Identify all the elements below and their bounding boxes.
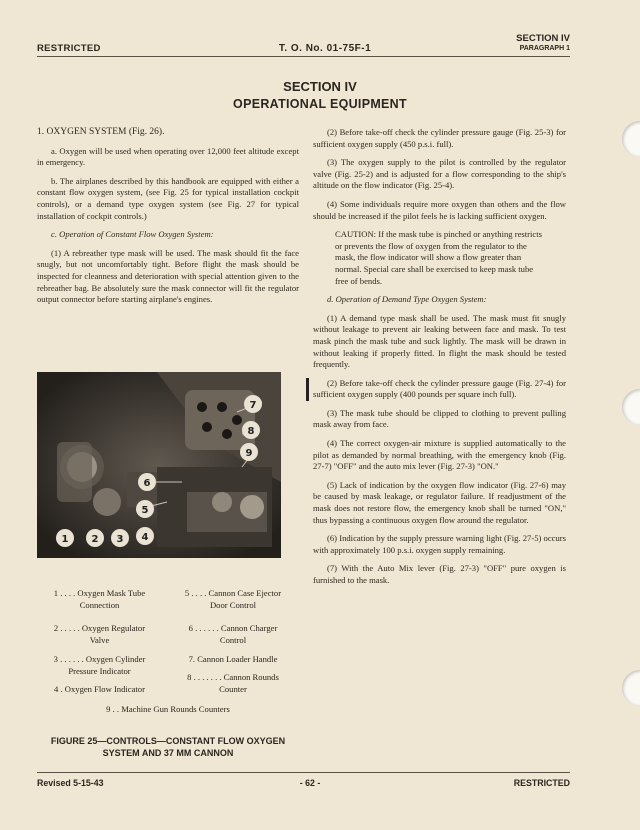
legend-item-9: 9 . . Machine Gun Rounds Counters	[106, 704, 230, 714]
para-c4: (4) Some individuals require more oxygen than others and the flow should be increased if the pilot feels he is lacking sufficient oxygen.	[313, 198, 566, 221]
para-c3: (3) The oxygen supply to the pilot is controlled by the regulator valve (Fig. 25-2) and is adjusted for a flow corresponding to the ship's altitude on the flow indicator (Fig. 25-4).	[313, 157, 566, 191]
para-c2: (2) Before take-off check the cylinder pressure gauge (Fig. 25-3) for sufficient oxygen supply (450 p.s.i. full).	[313, 127, 566, 149]
header-rule	[37, 56, 570, 57]
para-d7: (7) With the Auto Mix lever (Fig. 27-3) "OFF" pure oxygen is furnished to the mask.	[313, 563, 566, 585]
callout-8: 8	[247, 426, 255, 437]
header-doc-number: T. O. No. 01-75F-1	[278, 43, 372, 54]
section-subtitle: OPERATIONAL EQUIPMENT	[233, 97, 407, 111]
page-number: - 62 -	[299, 778, 321, 788]
callout-7: 7	[249, 400, 257, 411]
para-a: a. Oxygen will be used when operating over 12,000 feet altitude except in emergency.	[37, 145, 299, 168]
legend-item-7: 7. Cannon Loader Handle	[188, 654, 278, 664]
para-b: b. The airplanes described by this handbook are equipped with either a constant flow oxygen system, (see Fig. 25 for typical installation cockpit controls), or a demand type oxygen system (see Fig. 27 for typical installation of cockpit controls.)	[37, 175, 299, 221]
binder-hole-top	[622, 121, 640, 157]
footer-restricted: RESTRICTED	[513, 778, 570, 788]
para-d-heading: d. Operation of Demand Type Oxygen System:	[327, 294, 487, 305]
header-section: SECTION IV	[516, 33, 570, 44]
binder-hole-bottom	[622, 670, 640, 706]
left-column	[37, 127, 299, 313]
callout-5: 5	[141, 505, 149, 516]
para-d5: (5) Lack of indication by the oxygen flow indicator (Fig. 27-6) may be caused by mask leakage, or regulator failure. If readjustment of the mask does not restore flow, the emergency knob shall be turned "ON," thus bypassing a continuous oxygen flow around the regulator.	[313, 479, 566, 525]
binder-hole-middle	[622, 389, 640, 425]
legend-item-4: 4 . Oxygen Flow Indicator	[54, 684, 145, 694]
para-d3: (3) The mask tube should be clipped to clothing to prevent pulling mask away from face.	[313, 407, 566, 430]
callout-9: 9	[245, 448, 253, 459]
footer-rule	[37, 772, 570, 773]
oxygen-system-heading: 1. OXYGEN SYSTEM (Fig. 26).	[37, 127, 165, 137]
section-title: SECTION IV	[283, 79, 357, 94]
para-c-heading: c. Operation of Constant Flow Oxygen System:	[51, 229, 214, 240]
legend-item-6: 6 . . . . . . Cannon Charger Control	[188, 623, 278, 645]
para-d1: (1) A demand type mask shall be used. The mask must fit snugly without leakage to prevent air leaking between face and mask. To test mask pinch the mask tube and suck lightly. The mask will be drawn in without leaking if properly fitted. In flight the mask should be tested frequently.	[313, 312, 566, 370]
header-paragraph: PARAGRAPH 1	[519, 45, 570, 52]
legend-item-1: 1 . . . . Oxygen Mask Tube Connection	[53, 588, 146, 610]
callout-2: 2	[91, 534, 99, 545]
legend-item-8: 8 . . . . . . . Cannon Rounds Counter	[187, 672, 279, 694]
figure-caption: FIGURE 25—CONTROLS—CONSTANT FLOW OXYGEN SYSTEM AND 37 MM CANNON	[50, 736, 286, 758]
footer-revised: Revised 5-15-43	[37, 778, 104, 788]
callout-4: 4	[141, 532, 149, 543]
legend-item-5: 5 . . . . Cannon Case Ejector Door Control	[184, 588, 282, 610]
callout-6: 6	[143, 478, 151, 489]
cockpit-controls-photo	[37, 372, 281, 558]
para-d4: (4) The correct oxygen-air mixture is supplied automatically to the pilot as demanded by normal breathing, with the emergency knob (Fig. 27-7) "OFF" and the auto mix lever (Fig. 27-3) "ON."	[313, 438, 566, 472]
header-restricted: RESTRICTED	[37, 43, 101, 54]
callout-3: 3	[116, 534, 124, 545]
para-c1: (1) A rebreather type mask will be used. The mask should fit the face snugly, but not uncomfortably tight. Before flight the mask should be inspected for cleanness and deterioration with special attention given to the rebreather bag. Be absolutely sure the mask connector will fit the regulator output connector before starting airplane's engines.	[37, 247, 299, 305]
callout-1: 1	[61, 534, 69, 545]
legend-item-2: 2 . . . . . Oxygen Regulator Valve	[53, 623, 146, 645]
right-column	[313, 127, 566, 594]
caution-note: CAUTION: If the mask tube is pinched or anything restricts or prevents the flow of oxygen from the regulator to the mask, the flow indicator will show a flow greater than normal. Special care shall be exercised to keep mask tube free of bends.	[335, 229, 542, 286]
legend-item-3: 3 . . . . . . Oxygen Cylinder Pressure Indicator	[53, 654, 146, 676]
para-d2: (2) Before take-off check the cylinder pressure gauge (Fig. 27-4) for sufficient oxygen supply (400 pounds per square inch full).	[306, 378, 566, 401]
para-d6: (6) Indication by the supply pressure warning light (Fig. 27-5) occurs with approximately 100 p.s.i. oxygen supply remaining.	[313, 533, 566, 555]
